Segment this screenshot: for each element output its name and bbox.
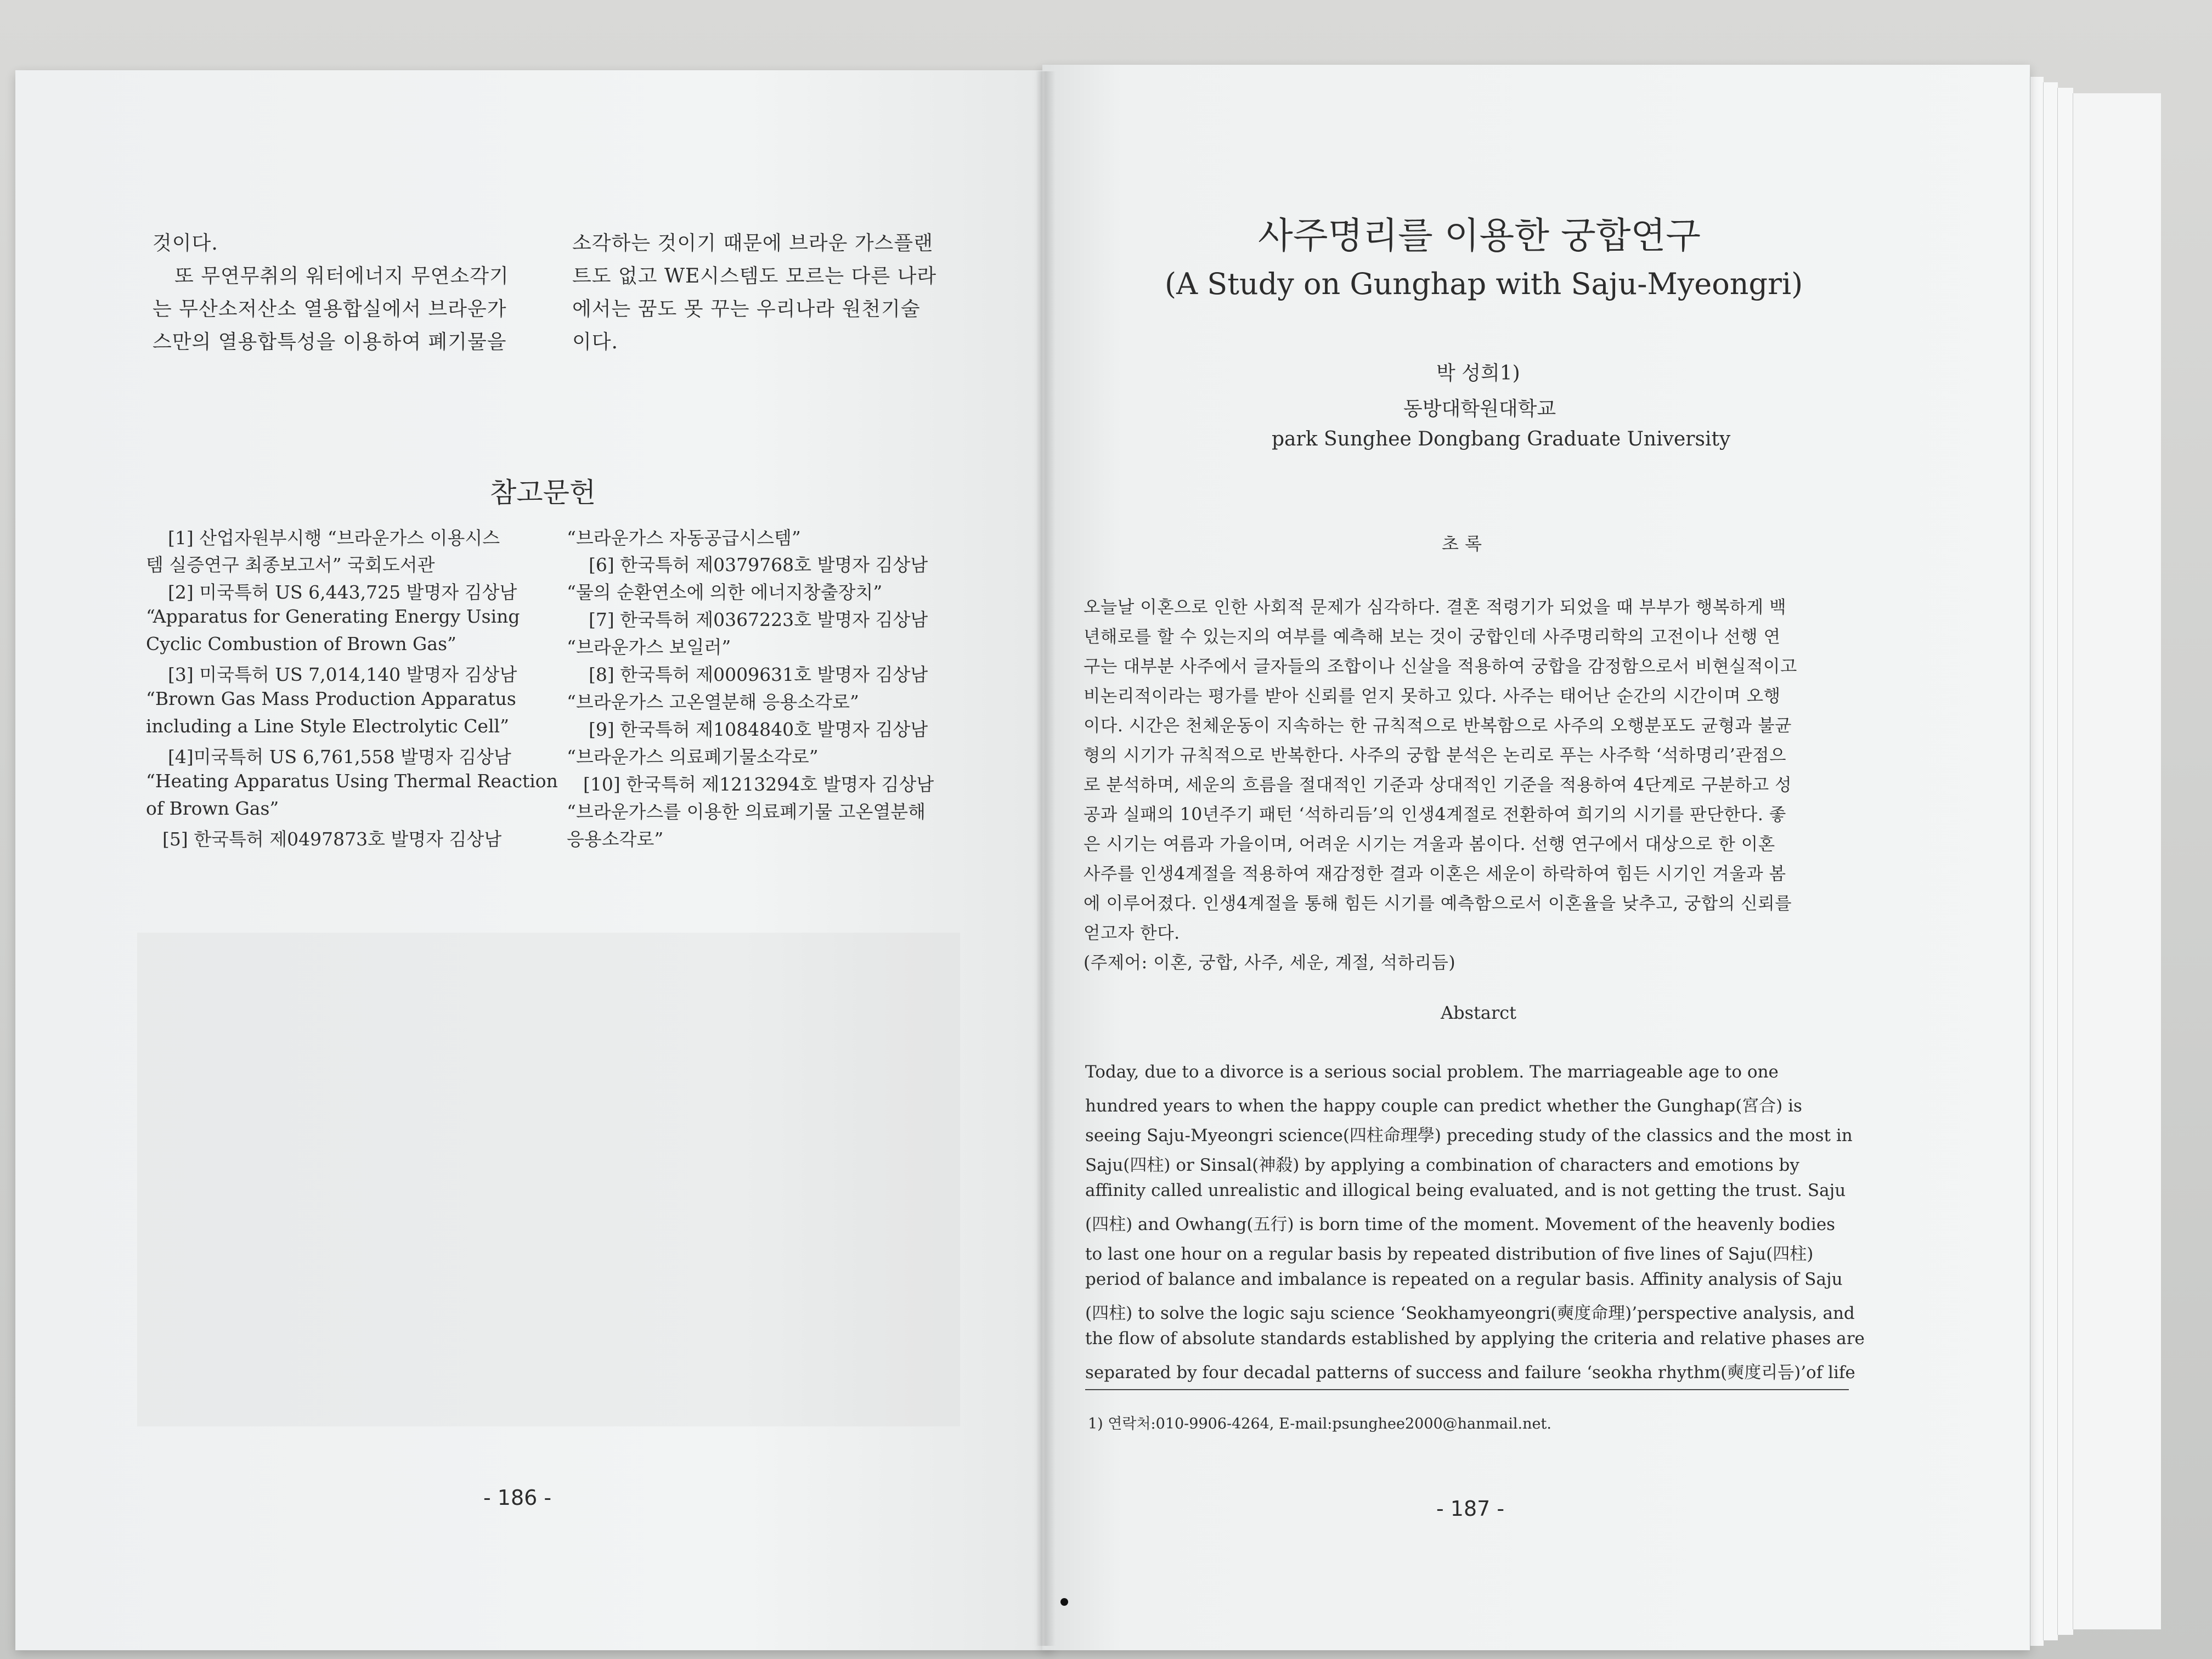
author-name: 박 성희1) [1436,362,1520,385]
page-number: - 187 - [1436,1497,1505,1521]
reference-line: “브라운가스 보일러” [567,636,731,658]
reference-line: 템 실증연구 최종보고서” 국회도서관 [146,554,435,575]
abstract-kr-line: 공과 실패의 10년주기 패턴 ‘석하리듬’의 인생4계절로 전환하여 희기의 시기를 판단한다. 좋 [1084,805,1786,825]
abstract-kr-line: 구는 대부분 사주에서 글자들의 조합이나 신살을 적용하여 궁합을 감정함으로서 비현실적이고 [1084,657,1797,676]
ink-spot [1060,1598,1068,1606]
reference-line: [7] 한국특허 제0367223호 발명자 김상남 [589,609,928,630]
abstract-kr-line: 년해로를 할 수 있는지의 여부를 예측해 보는 것이 궁합인데 사주명리학의 고전이나 선행 연 [1084,627,1781,647]
footnote: 1) 연락처:010-9906-4264, E-mail:psunghee2000@hanmail.net. [1088,1415,1551,1432]
paper-title-english: (A Study on Gunghap with Saju-Myeongri) [1165,267,1803,301]
left-col2-line: 트도 없고 WE시스템도 모르는 다른 나라 [572,265,937,287]
reference-line: “Heating Apparatus Using Thermal Reaction [146,770,558,792]
left-col1-line: 또 무연무취의 워터에너지 무연소각기 [174,265,509,287]
reference-line: [10] 한국특허 제1213294호 발명자 김상남 [583,774,934,795]
page-stack-edge [2030,77,2044,1646]
reference-line: [4]미국특허 US 6,761,558 발명자 김상남 [168,746,511,768]
page-number: - 186 - [483,1486,552,1510]
left-col1-line: 스만의 열용합특성을 이용하여 폐기물을 [153,331,507,353]
abstract-kr-line: 에 이루어졌다. 인생4계절을 통해 힘든 시기를 예측함으로서 이혼율을 낮추고, 궁합의 신뢰를 [1084,894,1792,913]
author-affiliation: 동방대학원대학교 [1403,398,1556,420]
references-heading: 참고문헌 [490,477,596,509]
abstract-kr-line: 은 시기는 여름과 가을이며, 어려운 시기는 겨울과 봄이다. 선행 연구에서 대상으로 한 이혼 [1084,834,1775,854]
abstract-en-line: to last one hour on a regular basis by repeated distribution of five lines of Saju(四柱) [1085,1244,1814,1264]
reference-line: “Apparatus for Generating Energy Using [146,606,520,627]
author-english: park Sunghee Dongbang Graduate University [1272,428,1731,450]
reference-line: [8] 한국특허 제0009631호 발명자 김상남 [589,664,928,685]
left-col2-line: 소각하는 것이기 때문에 브라운 가스플랜 [572,232,933,255]
bleed-through-shadow [137,933,960,1426]
abstract-kr-line: 오늘날 이혼으로 인한 사회적 문제가 심각하다. 결혼 적령기가 되었을 때 부부가 행복하게 백 [1084,597,1787,617]
abstract-en-line: (四柱) to solve the logic saju science ‘Seokhamyeongri(奭度命理)’perspective analysis, and [1085,1304,1855,1323]
abstract-en-line: period of balance and imbalance is repeated on a regular basis. Affinity analysis of Saju [1085,1269,1843,1289]
abstract-en-line: Saju(四柱) or Sinsal(神殺) by applying a combination of characters and emotions by [1085,1155,1799,1175]
abstract-en-heading: Abstarct [1441,1002,1517,1023]
abstract-kr-line: 사주를 인생4계절을 적용하여 재감정한 결과 이혼은 세운이 하락하여 힘든 시기인 겨울과 봄 [1084,864,1786,884]
paper-title: 사주명리를 이용한 궁합연구 [1258,215,1701,257]
abstract-en-line: the flow of absolute standards established by applying the criteria and relative phases are [1085,1329,1865,1348]
reference-line: “브라운가스를 이용한 의료폐기물 고온열분해 [567,801,926,822]
abstract-kr-line: 이다. 시간은 천체운동이 지속하는 한 규칙적으로 반복함으로 사주의 오행분포도 균형과 불균 [1084,716,1792,736]
abstract-kr-line: 비논리적이라는 평가를 받아 신뢰를 얻지 못하고 있다. 사주는 태어난 순간의 시간이며 오행 [1084,686,1781,706]
page-stack-edge [2057,88,2073,1635]
reference-line: [1] 산업자원부시행 “브라운가스 이용시스 [168,527,500,549]
abstract-kr-line: 형의 시기가 규칙적으로 반복한다. 사주의 궁합 분석은 논리로 푸는 사주학 ‘석하명리’관점으 [1084,746,1787,765]
book-gutter [1036,71,1056,1646]
left-col1-line: 것이다. [153,232,218,255]
abstract-en-line: separated by four decadal patterns of success and failure ‘seokha rhythm(奭度리듬)’of life [1085,1363,1855,1383]
reference-line: [5] 한국특허 제0497873호 발명자 김상남 [162,828,502,850]
left-col2-line: 이다. [572,331,618,353]
reference-line: [3] 미국특허 US 7,014,140 발명자 김상남 [168,664,517,685]
left-col1-line: 는 무산소저산소 열용합실에서 브라운가 [153,298,507,320]
reference-line: [9] 한국특허 제1084840호 발명자 김상남 [589,719,928,740]
abstract-kr-line: 얻고자 한다. [1084,923,1180,943]
left-col2-line: 에서는 꿈도 못 꾸는 우리나라 원천기술 [572,298,921,320]
reference-line: “브라운가스 고온열분해 응용소각로” [567,691,859,713]
reference-line: “브라운가스 자동공급시스템” [567,527,801,549]
reference-line: [6] 한국특허 제0379768호 발명자 김상남 [589,554,928,575]
page-stack-edge [2073,93,2161,1629]
abstract-heading: 초 록 [1442,533,1482,554]
reference-line: “물의 순환연소에 의한 에너지창출장치” [567,582,883,603]
abstract-kr-line: 로 분석하며, 세운의 흐름을 절대적인 기준과 상대적인 기준을 적용하여 4단계로 구분하고 성 [1084,775,1792,795]
abstract-en-line: hundred years to when the happy couple can predict whether the Gunghap(宮合) is [1085,1096,1802,1116]
abstract-en-line: Today, due to a divorce is a serious social problem. The marriageable age to one [1085,1062,1779,1082]
keywords: (주제어: 이혼, 궁합, 사주, 세운, 계절, 석하리듬) [1084,953,1456,973]
reference-line: [2] 미국특허 US 6,443,725 발명자 김상남 [168,582,517,603]
abstract-en-line: affinity called unrealistic and illogical being evaluated, and is not getting the trust. Saju [1085,1181,1846,1200]
reference-line: of Brown Gas” [146,798,279,819]
reference-line: Cyclic Combustion of Brown Gas” [146,633,456,654]
abstract-en-line: (四柱) and Owhang(五行) is born time of the moment. Movement of the heavenly bodies [1085,1215,1836,1234]
page-stack-edge [2043,82,2058,1640]
reference-line: “브라운가스 의료폐기물소각로” [567,746,819,768]
reference-line: 응용소각로” [567,828,664,850]
reference-line: including a Line Style Electrolytic Cell” [146,715,509,737]
abstract-en-line: seeing Saju-Myeongri science(四柱命理學) preceding study of the classics and the most in [1085,1126,1853,1146]
reference-line: “Brown Gas Mass Production Apparatus [146,688,516,709]
footnote-rule [1085,1389,1849,1390]
